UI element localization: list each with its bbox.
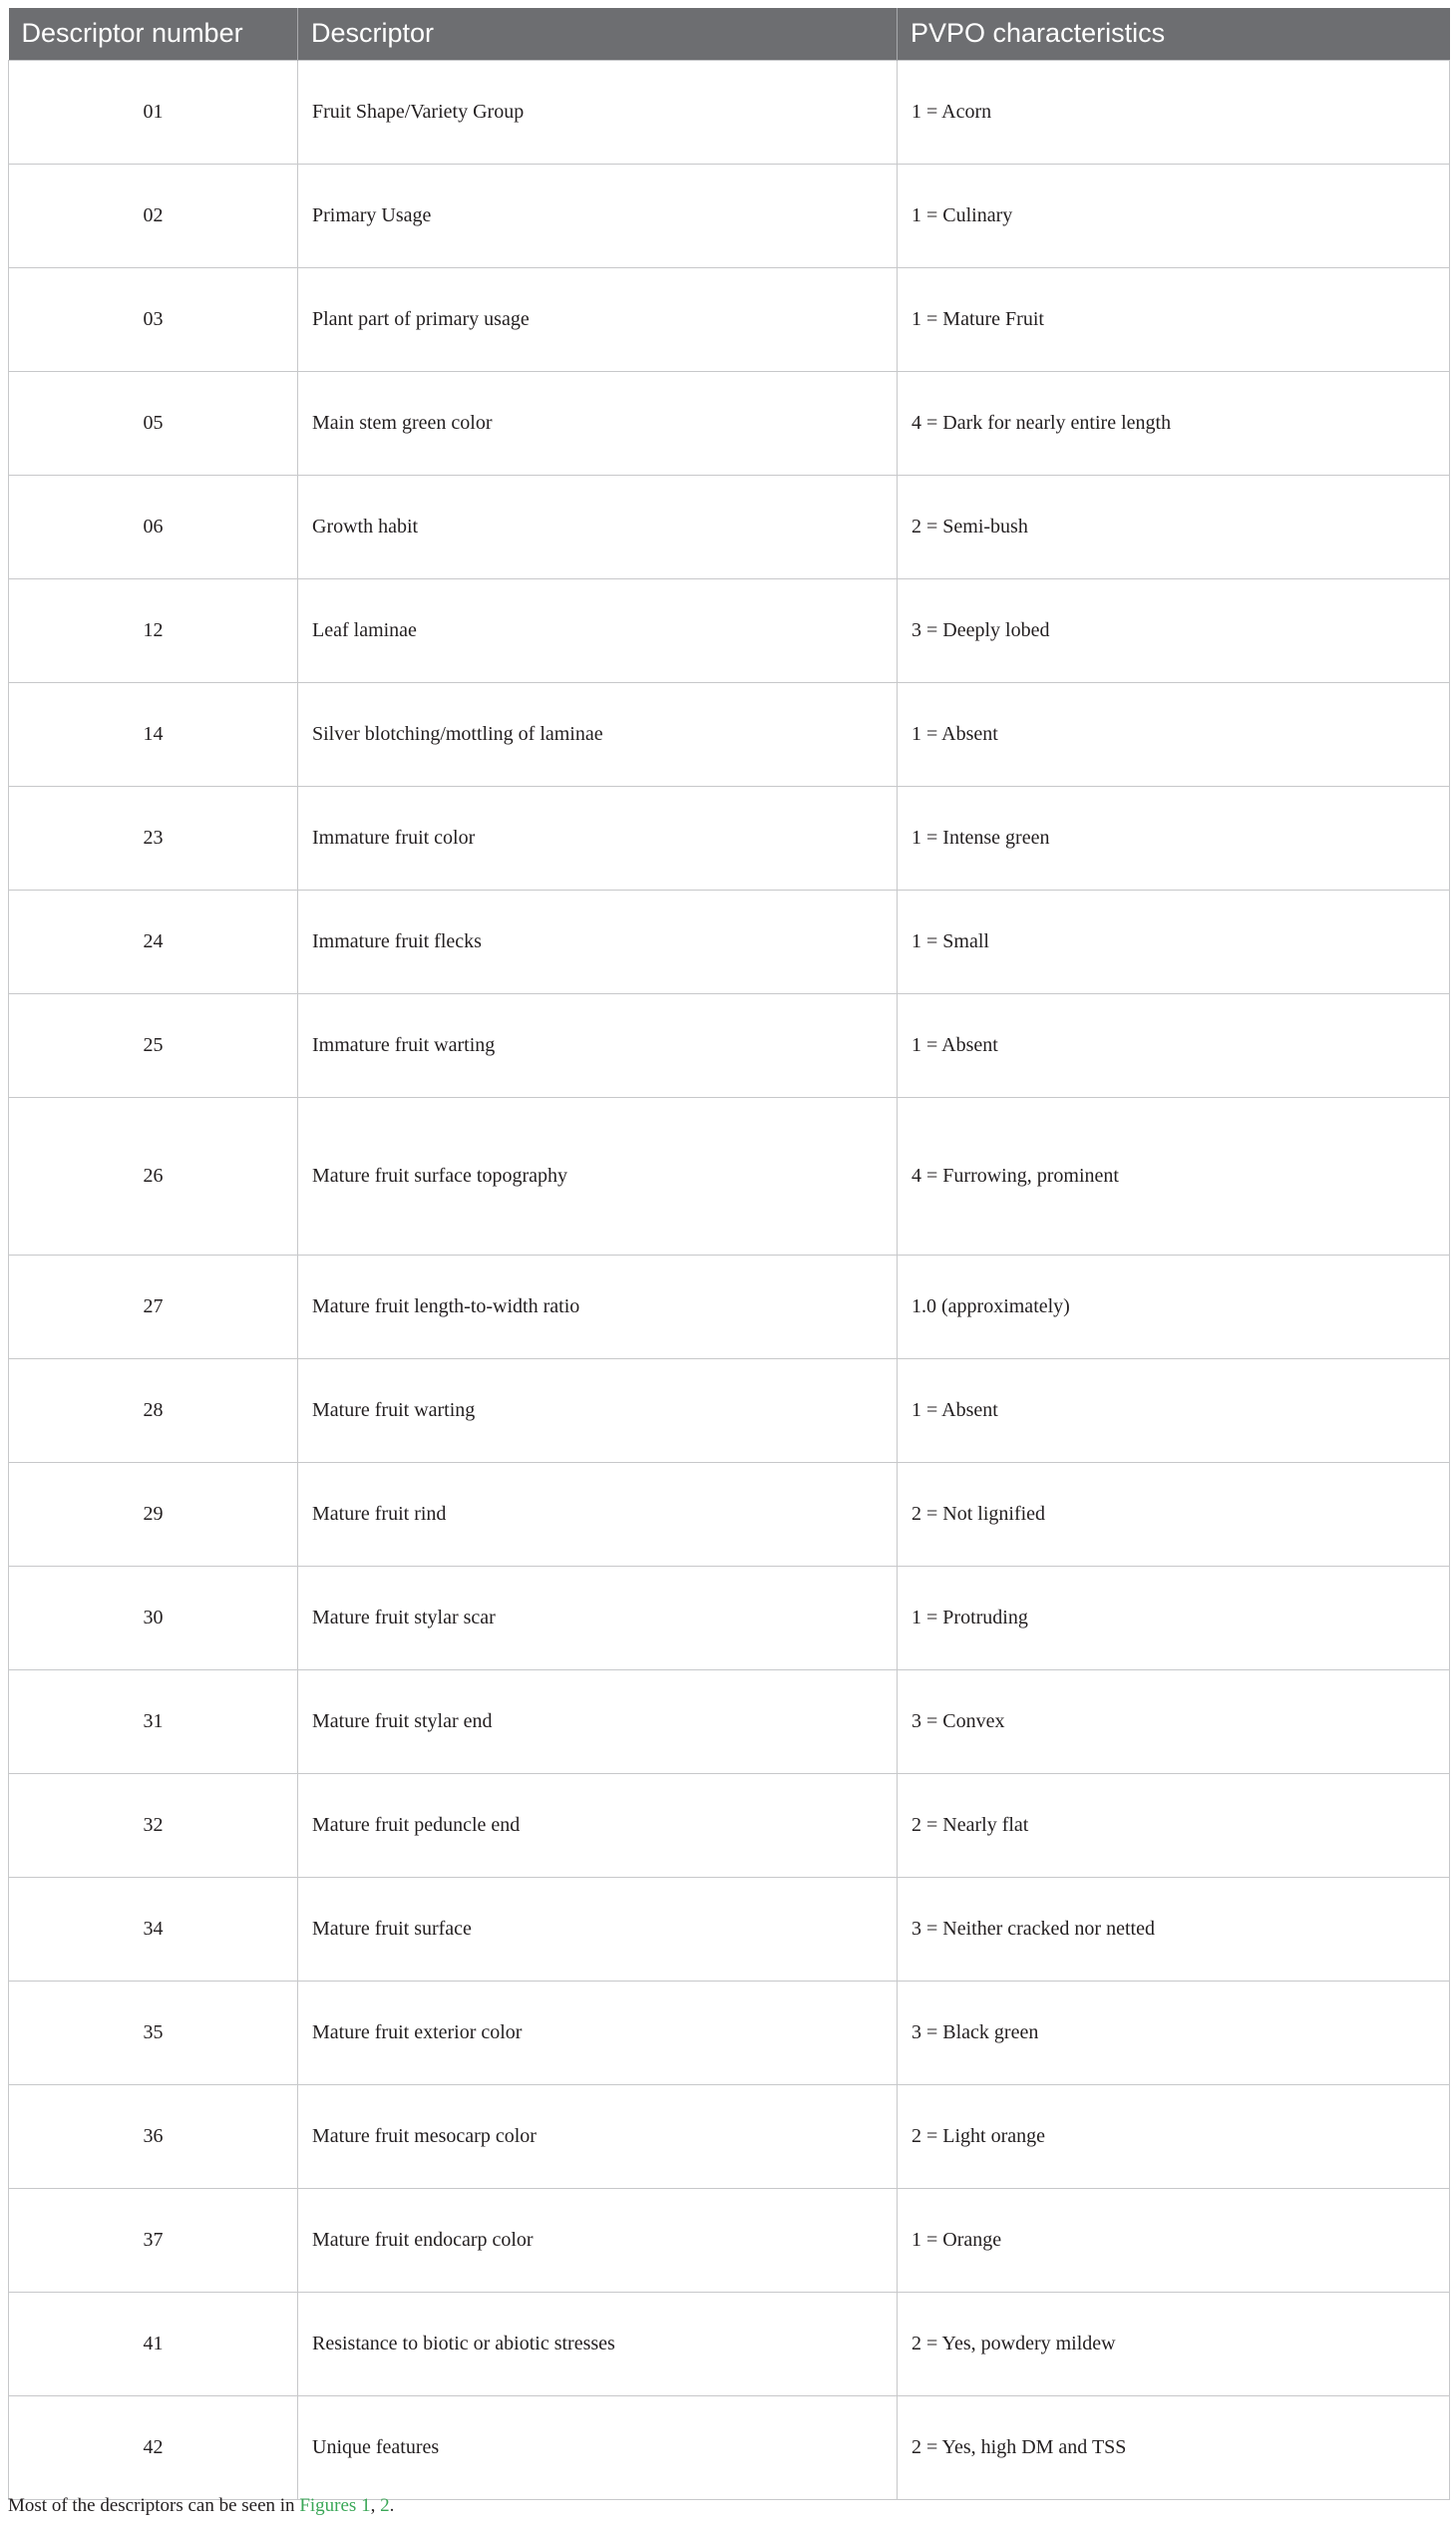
cell-pvpo-characteristics: 2 = Nearly flat (898, 1773, 1450, 1877)
table-footnote (8, 2495, 394, 2517)
cell-descriptor-number: 35 (9, 1981, 298, 2084)
cell-pvpo-characteristics: 4 = Dark for nearly entire length (898, 371, 1450, 475)
cell-descriptor-number: 29 (9, 1462, 298, 1566)
cell-descriptor: Silver blotching/mottling of laminae (298, 682, 898, 786)
cell-descriptor: Resistance to biotic or abiotic stresses (298, 2292, 898, 2395)
cell-descriptor-number: 01 (9, 60, 298, 164)
header-descriptor-number: Descriptor number (9, 8, 298, 60)
footnote-text: Most of the descriptors can be seen in (8, 2495, 300, 2516)
footnote-suffix: . (389, 2495, 395, 2516)
cell-descriptor-number: 25 (9, 993, 298, 1097)
table-row (9, 1462, 1450, 1566)
cell-pvpo-characteristics: 1 = Orange (898, 2188, 1450, 2292)
cell-pvpo-characteristics: 1 = Protruding (898, 1566, 1450, 1669)
cell-descriptor: Mature fruit surface topography (298, 1097, 898, 1255)
cell-descriptor: Mature fruit stylar end (298, 1669, 898, 1773)
cell-descriptor: Mature fruit rind (298, 1462, 898, 1566)
cell-descriptor: Mature fruit length-to-width ratio (298, 1255, 898, 1358)
cell-descriptor-number: 12 (9, 578, 298, 682)
table-row (9, 1773, 1450, 1877)
cell-descriptor-number: 05 (9, 371, 298, 475)
cell-descriptor-number: 37 (9, 2188, 298, 2292)
table-row (9, 2395, 1450, 2499)
cell-pvpo-characteristics: 3 = Deeply lobed (898, 578, 1450, 682)
cell-descriptor-number: 41 (9, 2292, 298, 2395)
cell-pvpo-characteristics: 2 = Yes, high DM and TSS (898, 2395, 1450, 2499)
cell-descriptor: Mature fruit mesocarp color (298, 2084, 898, 2188)
table-row (9, 1981, 1450, 2084)
table-row (9, 786, 1450, 890)
cell-pvpo-characteristics: 1 = Intense green (898, 786, 1450, 890)
cell-pvpo-characteristics: 1 = Small (898, 890, 1450, 993)
cell-pvpo-characteristics: 1 = Acorn (898, 60, 1450, 164)
cell-descriptor-number: 42 (9, 2395, 298, 2499)
cell-descriptor: Mature fruit peduncle end (298, 1773, 898, 1877)
cell-descriptor-number: 31 (9, 1669, 298, 1773)
cell-descriptor: Leaf laminae (298, 578, 898, 682)
cell-descriptor-number: 34 (9, 1877, 298, 1981)
cell-descriptor-number: 06 (9, 475, 298, 578)
descriptor-table (8, 8, 1450, 2500)
table-row (9, 371, 1450, 475)
cell-descriptor-number: 03 (9, 267, 298, 371)
cell-pvpo-characteristics: 1.0 (approximately) (898, 1255, 1450, 1358)
table-row (9, 60, 1450, 164)
table-row (9, 578, 1450, 682)
table-row (9, 164, 1450, 267)
cell-pvpo-characteristics: 1 = Mature Fruit (898, 267, 1450, 371)
table-row (9, 1566, 1450, 1669)
table-row (9, 475, 1450, 578)
cell-pvpo-characteristics: 4 = Furrowing, prominent (898, 1097, 1450, 1255)
cell-pvpo-characteristics: 2 = Yes, powdery mildew (898, 2292, 1450, 2395)
cell-descriptor: Immature fruit flecks (298, 890, 898, 993)
cell-descriptor-number: 32 (9, 1773, 298, 1877)
cell-descriptor: Growth habit (298, 475, 898, 578)
cell-descriptor: Immature fruit warting (298, 993, 898, 1097)
table-row (9, 2292, 1450, 2395)
cell-descriptor: Mature fruit surface (298, 1877, 898, 1981)
table-row (9, 1358, 1450, 1462)
cell-pvpo-characteristics: 2 = Light orange (898, 2084, 1450, 2188)
header-pvpo-characteristics: PVPO characteristics (898, 8, 1450, 60)
cell-descriptor-number: 23 (9, 786, 298, 890)
table-row (9, 682, 1450, 786)
table-row (9, 1877, 1450, 1981)
cell-descriptor: Mature fruit endocarp color (298, 2188, 898, 2292)
table-row (9, 2084, 1450, 2188)
cell-descriptor: Plant part of primary usage (298, 267, 898, 371)
footnote-separator: , (370, 2495, 381, 2516)
table-row (9, 267, 1450, 371)
cell-descriptor: Primary Usage (298, 164, 898, 267)
cell-pvpo-characteristics: 1 = Absent (898, 993, 1450, 1097)
cell-pvpo-characteristics: 1 = Culinary (898, 164, 1450, 267)
table-body (9, 60, 1450, 2499)
table-row (9, 1669, 1450, 1773)
cell-pvpo-characteristics: 3 = Neither cracked nor netted (898, 1877, 1450, 1981)
table-row (9, 1255, 1450, 1358)
cell-descriptor-number: 27 (9, 1255, 298, 1358)
figure-2-link[interactable]: 2 (380, 2495, 390, 2516)
cell-descriptor: Fruit Shape/Variety Group (298, 60, 898, 164)
cell-descriptor-number: 30 (9, 1566, 298, 1669)
cell-descriptor-number: 26 (9, 1097, 298, 1255)
cell-descriptor-number: 36 (9, 2084, 298, 2188)
table-row (9, 993, 1450, 1097)
cell-pvpo-characteristics: 3 = Black green (898, 1981, 1450, 2084)
cell-descriptor: Mature fruit warting (298, 1358, 898, 1462)
figure-1-link[interactable]: Figures 1 (299, 2495, 371, 2516)
table-row (9, 1097, 1450, 1255)
cell-descriptor: Main stem green color (298, 371, 898, 475)
cell-pvpo-characteristics: 2 = Semi-bush (898, 475, 1450, 578)
cell-pvpo-characteristics: 3 = Convex (898, 1669, 1450, 1773)
header-descriptor: Descriptor (298, 8, 898, 60)
table-header-row (9, 8, 1450, 60)
cell-descriptor: Immature fruit color (298, 786, 898, 890)
descriptor-table-container (8, 8, 1449, 2500)
cell-descriptor: Mature fruit stylar scar (298, 1566, 898, 1669)
cell-pvpo-characteristics: 1 = Absent (898, 1358, 1450, 1462)
cell-descriptor: Unique features (298, 2395, 898, 2499)
cell-pvpo-characteristics: 1 = Absent (898, 682, 1450, 786)
cell-descriptor: Mature fruit exterior color (298, 1981, 898, 2084)
cell-descriptor-number: 24 (9, 890, 298, 993)
cell-descriptor-number: 28 (9, 1358, 298, 1462)
cell-descriptor-number: 02 (9, 164, 298, 267)
cell-pvpo-characteristics: 2 = Not lignified (898, 1462, 1450, 1566)
cell-descriptor-number: 14 (9, 682, 298, 786)
table-row (9, 890, 1450, 993)
table-row (9, 2188, 1450, 2292)
